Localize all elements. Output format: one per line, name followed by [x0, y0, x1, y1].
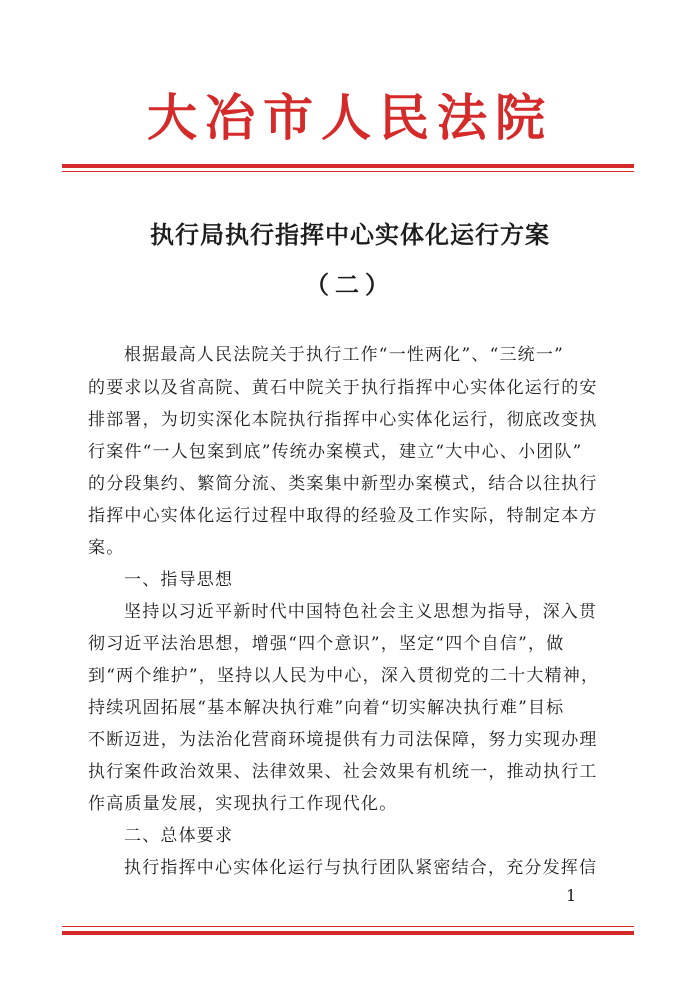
header-rule-thick	[62, 164, 634, 168]
body-line: 彻习近平法治思想，增强“四个意识”，坚定“四个自信”，做	[88, 634, 565, 654]
body-line: 持续巩固拓展“基本解决执行难”向着“切实解决执行难”目标	[88, 698, 565, 718]
body-line: 根据最高人民法院关于执行工作“一性两化”、“三统一”	[124, 345, 564, 365]
body-line: 执行指挥中心实体化运行与执行团队紧密结合，充分发挥信	[124, 858, 598, 878]
body-line: 行案件“一人包案到底”传统办案模式，建立“大中心、小团队”	[88, 442, 583, 462]
body-line: 的分段集约、繁简分流、类案集中新型办案模式，结合以往执行	[88, 474, 598, 494]
court-name-header: 大冶市人民法院	[147, 88, 553, 147]
section-heading: 二、总体要求	[124, 826, 234, 846]
body-line: 执行案件政治效果、法律效果、社会效果有机统一，推动执行工	[88, 762, 598, 782]
body-line: 坚持以习近平新时代中国特色社会主义思想为指导，深入贯	[124, 602, 598, 622]
body-line: 案。	[88, 538, 125, 558]
body-line: 指挥中心实体化运行过程中取得的经验及工作实际，特制定本方	[88, 506, 598, 526]
footer-rule-thick	[62, 931, 634, 935]
page-number: 1	[566, 886, 577, 905]
document-title: 执行局执行指挥中心实体化运行方案	[150, 220, 550, 249]
section-heading: 一、指导思想	[124, 570, 234, 590]
header-rule-thin	[62, 171, 634, 172]
body-line: 不断迈进，为法治化营商环境提供有力司法保障，努力实现办理	[88, 730, 598, 750]
body-line: 的要求以及省高院、黄石中院关于执行指挥中心实体化运行的安	[88, 378, 598, 398]
body-line: 排部署，为切实深化本院执行指挥中心实体化运行，彻底改变执	[88, 410, 598, 430]
body-line: 作高质量发展，实现执行工作现代化。	[88, 794, 398, 814]
body-line: 到“两个维护”，坚持以人民为中心，深入贯彻党的二十大精神，	[88, 666, 600, 686]
footer-rule-thin	[62, 926, 634, 927]
document-subtitle: （二）	[305, 270, 395, 299]
